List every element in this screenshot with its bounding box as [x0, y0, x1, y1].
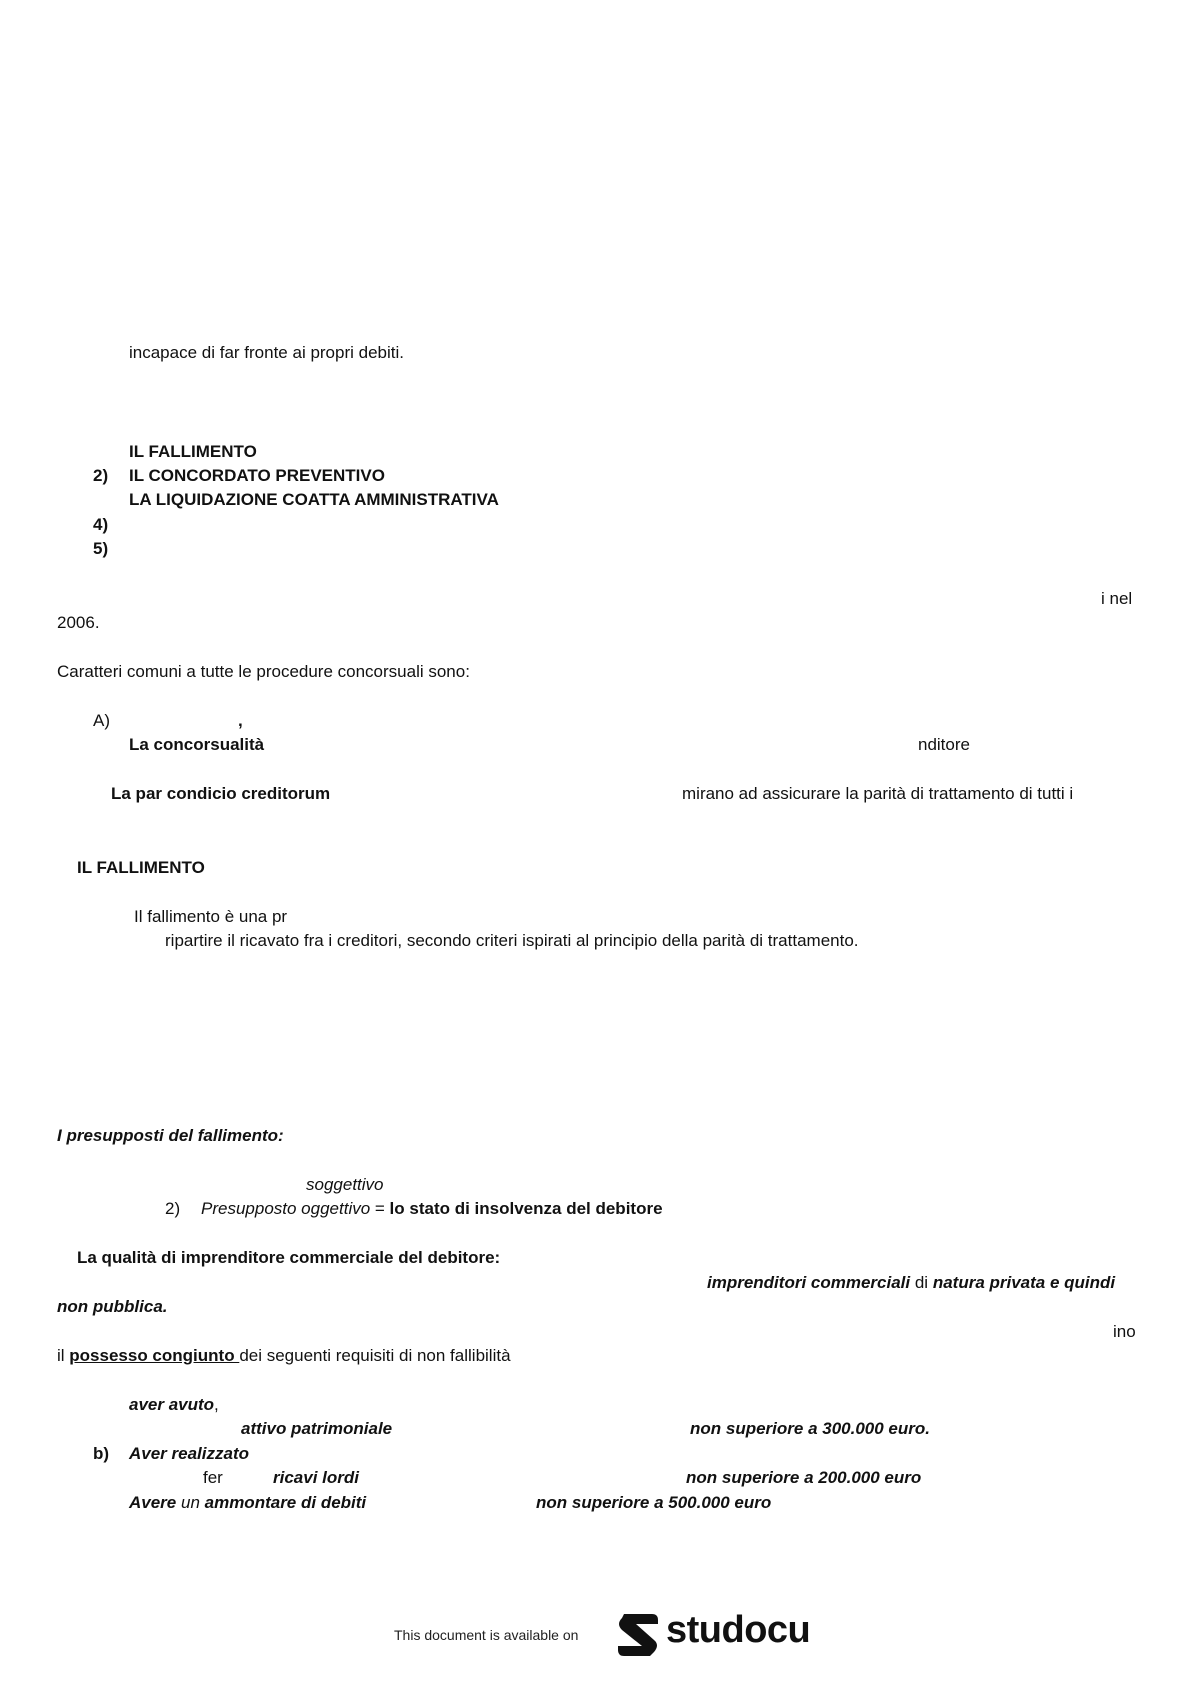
- text-fragment: ino: [1113, 1322, 1136, 1341]
- text-fragment: ammontare di debiti: [204, 1493, 367, 1512]
- text-fragment: dei seguenti requisiti di non fallibilità: [239, 1346, 511, 1365]
- text-fragment: nditore: [918, 735, 970, 754]
- text-line: Caratteri comuni a tutte le procedure concorsuali sono:: [57, 662, 470, 681]
- studocu-logo-icon: [614, 1610, 664, 1660]
- procedure-item-2: IL CONCORDATO PREVENTIVO: [129, 466, 385, 485]
- text-fragment: Il fallimento è una pr: [134, 907, 288, 926]
- text-fragment: 2006.: [57, 613, 100, 632]
- text-fragment: di: [910, 1273, 933, 1292]
- text-fragment: non superiore a 200.000 euro: [686, 1468, 922, 1487]
- text-fragment: Presupposto oggettivo: [201, 1199, 371, 1218]
- footer-available-text: This document is available on: [394, 1627, 579, 1643]
- text-fragment: non superiore a 300.000 euro.: [690, 1419, 930, 1438]
- list-number: 2): [165, 1199, 181, 1218]
- procedure-item-2-number: 2): [93, 466, 109, 485]
- studocu-brand-name: studocu: [666, 1609, 811, 1651]
- text-fragment: lo stato di insolvenza del debitore: [389, 1199, 663, 1218]
- text-fragment: fer: [203, 1468, 223, 1487]
- procedure-item-1: IL FALLIMENTO: [129, 442, 257, 461]
- text-fragment: possesso congiunto: [69, 1346, 240, 1365]
- text-fragment: imprenditori commerciali: [707, 1273, 911, 1292]
- text-line: ripartire il ricavato fra i creditori, secondo criteri ispirati al principio della parità di trattamento.: [165, 931, 859, 950]
- text-fragment: ricavi lordi: [273, 1468, 359, 1487]
- text-fragment: soggettivo: [306, 1175, 384, 1194]
- text-fragment: un: [176, 1493, 205, 1512]
- text-line: [57, 1345, 511, 1367]
- text-line: incapace di far fronte ai propri debiti.: [129, 343, 404, 362]
- procedure-item-4-number: 4): [93, 515, 109, 534]
- section-subheading: La qualità di imprenditore commerciale del debitore:: [77, 1248, 501, 1267]
- text-fragment: =: [370, 1199, 390, 1218]
- text-fragment: Avere: [129, 1493, 177, 1512]
- term-par-condicio: La par condicio creditorum: [111, 784, 331, 803]
- section-subheading: I presupposti del fallimento:: [57, 1126, 284, 1145]
- procedure-item-5-number: 5): [93, 539, 109, 558]
- text-fragment: non superiore a 500.000 euro: [536, 1493, 772, 1512]
- text-line: [707, 1272, 1115, 1294]
- text-fragment: non pubblica.: [57, 1297, 168, 1316]
- text-fragment: il: [57, 1346, 70, 1365]
- procedure-item-3: LA LIQUIDAZIONE COATTA AMMINISTRATIVA: [129, 490, 499, 509]
- text-fragment: attivo patrimoniale: [241, 1419, 393, 1438]
- text-fragment: aver avuto: [129, 1395, 215, 1414]
- text-fragment: ,: [214, 1395, 219, 1414]
- list-label-b: b): [93, 1444, 110, 1463]
- text-fragment: mirano ad assicurare la parità di trattamento di tutti i: [682, 784, 1074, 803]
- text-fragment: Aver realizzato: [129, 1444, 249, 1463]
- presupposto-oggettivo: [201, 1198, 663, 1220]
- text-fragment: natura privata e quindi: [932, 1273, 1116, 1292]
- section-heading: IL FALLIMENTO: [77, 858, 205, 877]
- text-fragment: i nel: [1101, 589, 1133, 608]
- text-line: [129, 1394, 219, 1416]
- list-label-a: A): [93, 711, 110, 730]
- text-line: [129, 1492, 366, 1514]
- text-fragment: ,: [238, 711, 243, 730]
- term-concorsualita: La concorsualità: [129, 735, 265, 754]
